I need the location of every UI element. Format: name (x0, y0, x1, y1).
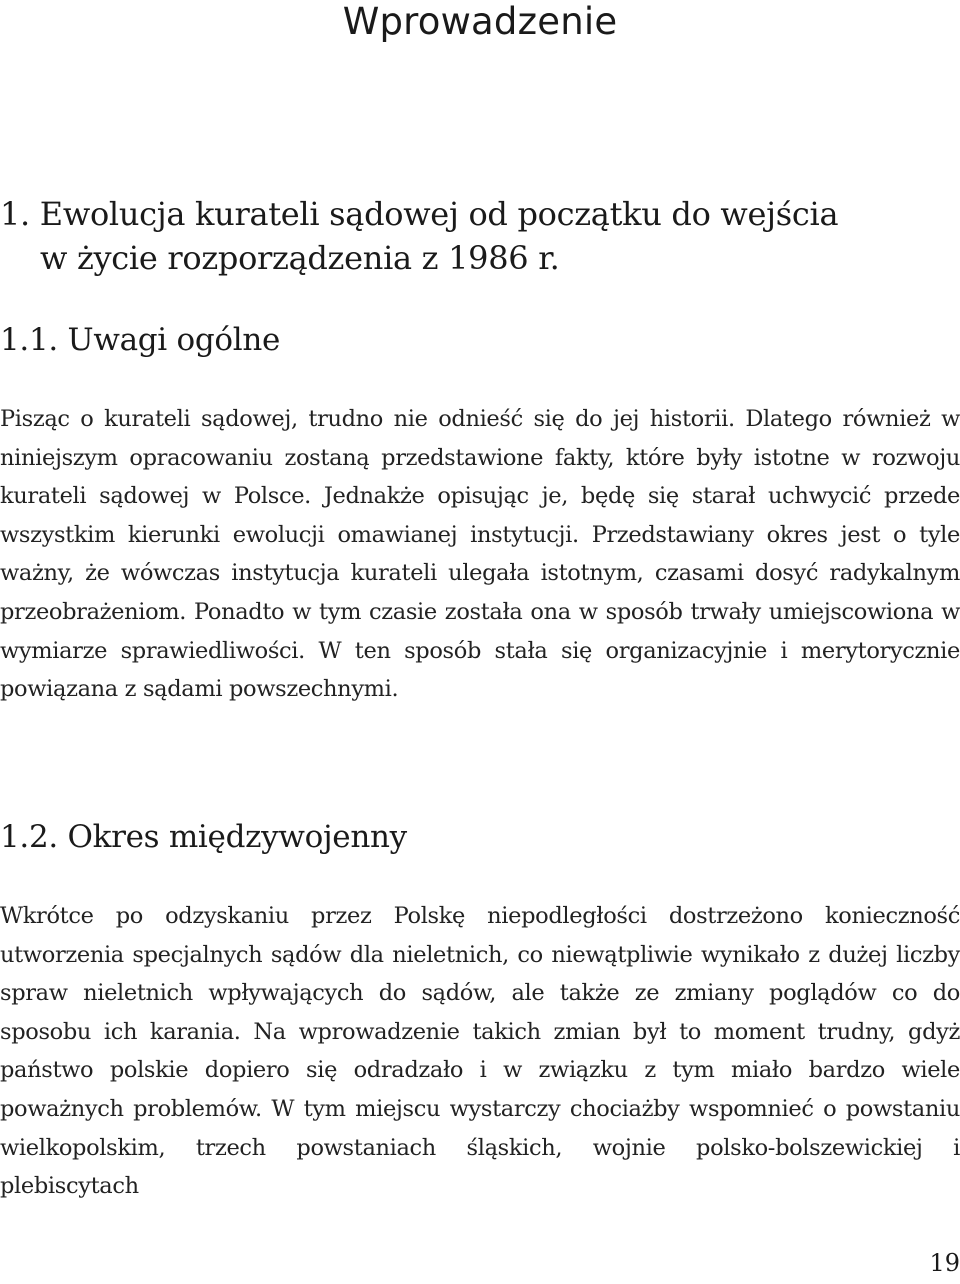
section-heading-1-line-2: w życie rozporządzenia z 1986 r. (40, 239, 560, 277)
section-heading-1 (0, 192, 960, 280)
chapter-title: Wprowadzenie (342, 0, 618, 43)
page-number: 19 (929, 1249, 960, 1277)
section-heading-1-line-1: 1. Ewolucja kurateli sądowej od początku do wejścia (0, 195, 839, 233)
section-heading-1-2: 1.2. Okres międzywojenny (0, 819, 407, 855)
paragraph-okres-miedzywojenny: Wkrótce po odzyskaniu przez Polskę niepodległości dostrzeżono konieczność utworzenia specjalnych sądów dla nieletnich, co niewątpliwie wynikało z dużej liczby spraw nieletnich wpływających do sądów, ale także ze zmiany poglądów co do sposobu ich karania. Na wprowadzenie takich zmian był to moment trudny, gdyż państwo polskie dopiero się odradzało i w związku z tym miało bardzo wiele poważnych problemów. W tym miejscu wystarczy chociażby wspomnieć o powstaniu wielkopolskim, trzech powstaniach śląskich, wojnie polsko-bolszewickiej i plebiscytach (0, 903, 960, 1200)
paragraph-uwagi-ogolne: Pisząc o kurateli sądowej, trudno nie odnieść się do jej historii. Dlatego również w niniejszym opracowaniu zostaną przedstawione fakty, które były istotne w rozwoju kurateli sądowej w Polsce. Jednakże opisując je, będę się starał uchwycić przede wszystkim kierunki ewolucji omawianej instytucji. Przedstawiany okres jest o tyle ważny, że wówczas instytucja kurateli ulegała istotnym, czasami dosyć radykalnym przeobrażeniom. Ponadto w tym czasie została ona w sposób trwały umiejscowiona w wymiarze sprawiedliwości. W ten sposób stała się organizacyjnie i merytorycznie powiązana z sądami powszechnymi. (0, 406, 960, 703)
section-heading-1-1: 1.1. Uwagi ogólne (0, 322, 281, 358)
